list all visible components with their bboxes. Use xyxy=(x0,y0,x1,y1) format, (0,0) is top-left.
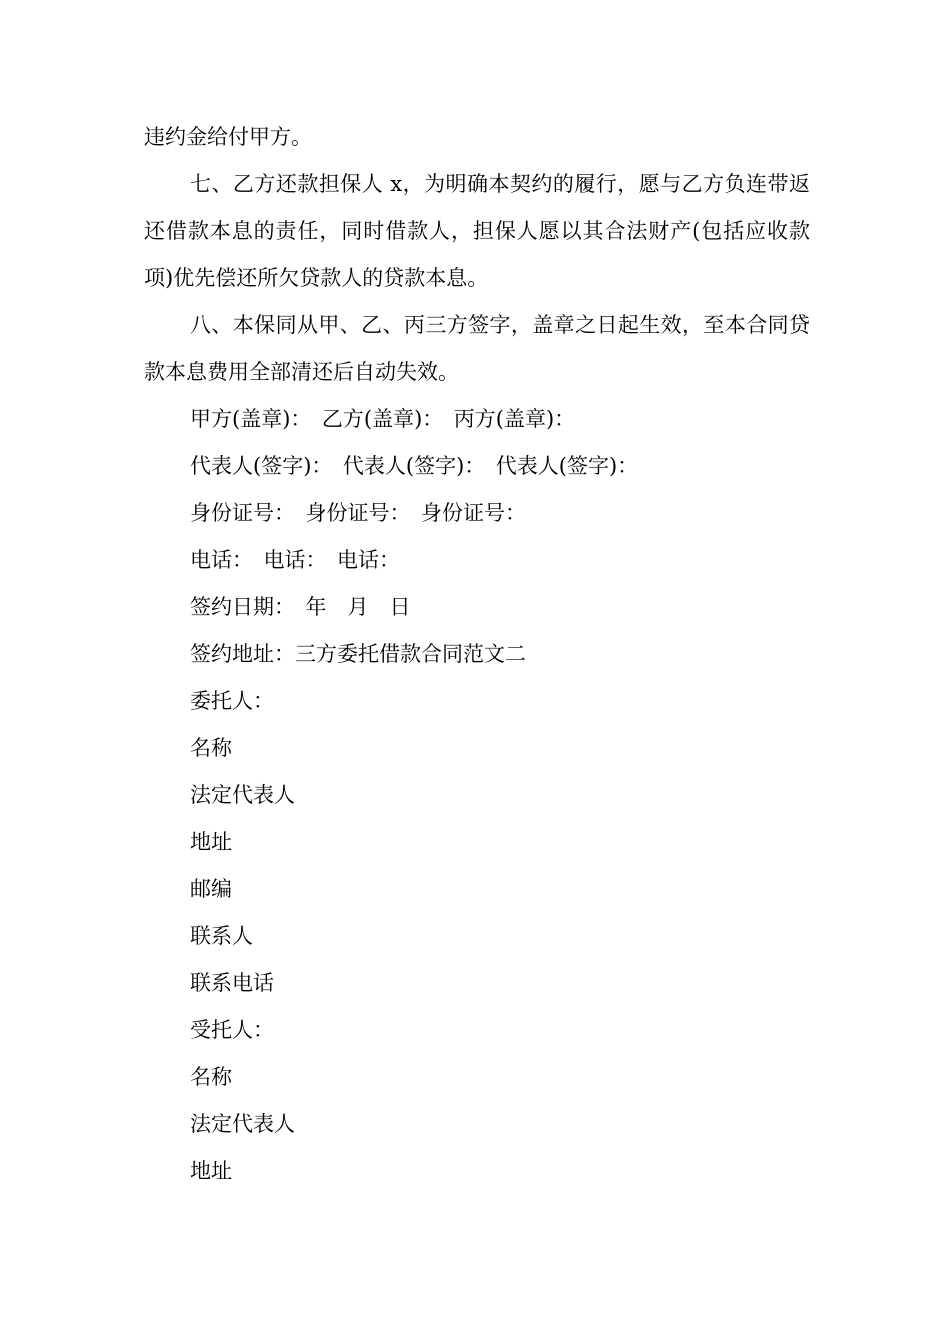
entrustor-contact-label: 联系人 xyxy=(190,924,253,948)
entrustor-heading: 委托人： xyxy=(190,689,274,713)
signing-date-line: 签约日期： 年 月 日 xyxy=(190,595,411,619)
id-number-line: 身份证号： 身份证号： 身份证号： xyxy=(190,501,526,525)
entrustor-legal-rep-label: 法定代表人 xyxy=(190,783,295,807)
entrustor-postcode-label: 邮编 xyxy=(190,877,232,901)
trustee-legal-rep-label: 法定代表人 xyxy=(190,1112,295,1136)
document-body xyxy=(144,114,810,1195)
trustee-address-label: 地址 xyxy=(190,1159,232,1183)
party-seal-line: 甲方(盖章)： 乙方(盖章)： 丙方(盖章)： xyxy=(190,407,576,431)
paragraph-clause-eight: 八、本保同从甲、乙、丙三方签字，盖章之日起生效，至本合同贷款本息费用全部清还后自动失效。 xyxy=(144,313,810,384)
entrustor-contact-phone-label: 联系电话 xyxy=(190,971,274,995)
representative-signature-line: 代表人(签字)： 代表人(签字)： 代表人(签字)： xyxy=(190,454,639,478)
entrustor-name-label: 名称 xyxy=(190,736,232,760)
trustee-name-label: 名称 xyxy=(190,1065,232,1089)
phone-line: 电话： 电话： 电话： xyxy=(190,548,400,572)
entrustor-address-label: 地址 xyxy=(190,830,232,854)
paragraph-clause-seven: 七、乙方还款担保人 x，为明确本契约的履行，愿与乙方负连带返还借款本息的责任，同时借款人，担保人愿以其合法财产(包括应收款项)优先偿还所欠贷款人的贷款本息。 xyxy=(144,172,810,290)
trustee-heading: 受托人： xyxy=(190,1018,274,1042)
signing-address-line: 签约地址：三方委托借款合同范文二 xyxy=(190,642,526,666)
paragraph-penalty-end: 违约金给付甲方。 xyxy=(144,125,312,149)
